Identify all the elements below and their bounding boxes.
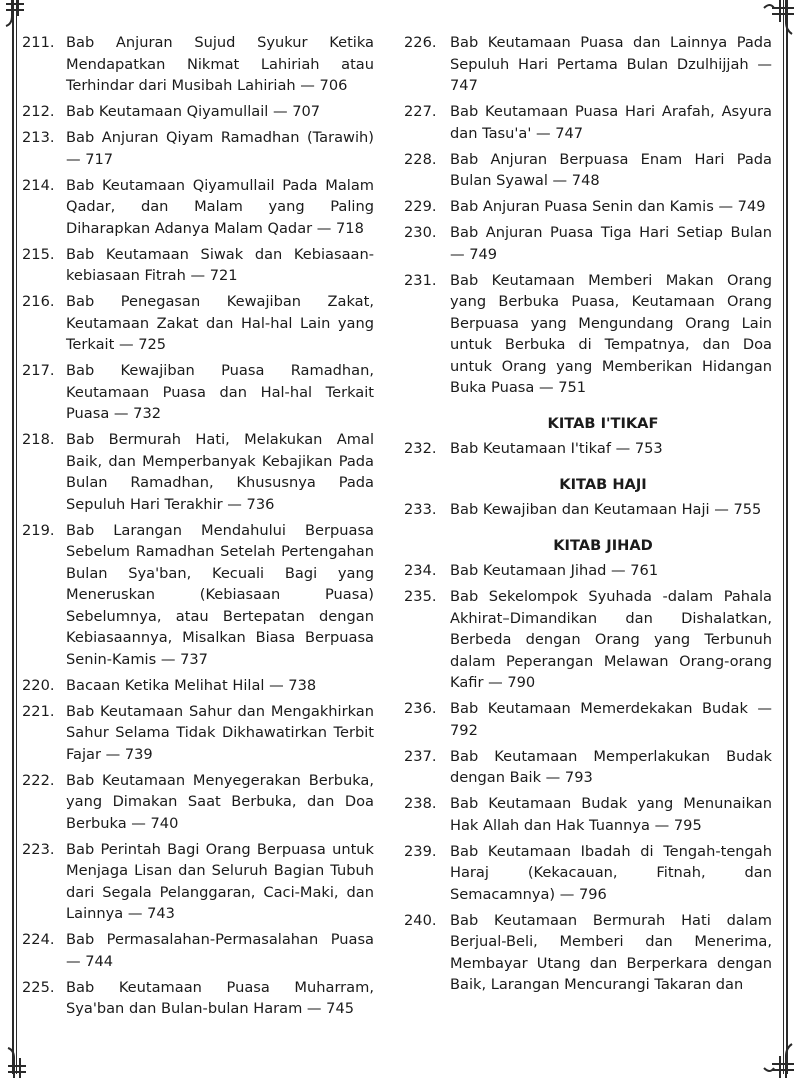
entry-title: Bab Keutamaan Bermurah Hati dalam Berjual-Beli, Memberi dan Menerima, Membayar Utang dan Berperkara dengan Baik, Larangan Mencurangi Takaran dan [450, 911, 772, 993]
entry-number: 216. [22, 293, 55, 310]
entry-number: 215. [22, 245, 55, 263]
entry-number: 239. [404, 842, 437, 860]
entry-title: Bab Kewajiban dan Keutamaan Haji — 755 [450, 501, 762, 518]
entry-number: 234. [404, 562, 437, 579]
entry-title: Bab Keutamaan Siwak dan Kebiasaan-kebiasaan Fitrah — 721 [66, 245, 374, 284]
entry-number: 213. [22, 129, 55, 146]
entry-number: 211. [22, 34, 55, 51]
section-heading: KITAB I'TIKAF [547, 414, 659, 432]
toc-entry [22, 291, 374, 356]
toc-entry [22, 32, 374, 97]
toc-entry [22, 244, 374, 287]
frame-border-right [786, 0, 788, 1074]
toc-entry [22, 929, 374, 972]
toc-entry [22, 175, 374, 240]
entry-number: 238. [404, 795, 437, 812]
entry-title: Bab Keutamaan Memberi Makan Orang yang Berbuka Puasa, Keutamaan Orang Berpuasa yang Mengundang Orang Lain untuk Berbuka di Tempatnya, dan Doa untuk Orang yang Memberikan Hidangan Buka Puasa — 751 [450, 271, 772, 396]
entry-title: Bab Keutamaan Ibadah di Tengah-tengah Haraj (Kekacauan, Fitnah, dan Semacamnya) — 796 [450, 842, 772, 903]
entry-number: 219. [22, 521, 55, 539]
entry-number: 225. [22, 978, 55, 996]
toc-entry [22, 977, 374, 1020]
toc-entry [404, 560, 772, 582]
entry-number: 214. [22, 176, 55, 194]
entry-title: Bab Kewajiban Puasa Ramadhan, Keutamaan Puasa dan Hal-hal Terkait Puasa — 732 [66, 362, 374, 422]
entry-title: Bab Anjuran Sujud Syukur Ketika Mendapatkan Nikmat Lahiriah atau Terhindar dari Musibah Lahiriah — 706 [66, 34, 374, 94]
toc-entry [22, 101, 374, 123]
toc-column-left [22, 32, 374, 1024]
entry-number: 230. [404, 224, 437, 241]
entry-number: 224. [22, 931, 55, 948]
toc-entry [22, 839, 374, 925]
entry-title: Bab Keutamaan Memperlakukan Budak dengan Baik — 793 [450, 747, 772, 786]
entry-title: Bab Anjuran Berpuasa Enam Hari Pada Bulan Syawal — 748 [450, 150, 772, 189]
entry-number: 212. [22, 103, 55, 120]
section-heading: KITAB HAJI [559, 475, 647, 493]
entry-title: Bab Keutamaan Qiyamullail Pada Malam Qadar, dan Malam yang Paling Diharapkan Adanya Malam Qadar — 718 [66, 176, 374, 237]
entry-number: 217. [22, 362, 55, 379]
toc-entry [404, 222, 772, 265]
entry-title: Bab Sekelompok Syuhada -dalam Pahala Akhirat–Dimandikan dan Dishalatkan, Berbeda dengan Orang yang Terbunuh dalam Peperangan Melawan Orang-orang Kafir — 790 [450, 588, 772, 691]
toc-entry [404, 270, 772, 399]
toc-entry [404, 438, 772, 460]
entry-title: Bab Keutamaan I'tikaf — 753 [450, 440, 663, 457]
entry-title: Bab Anjuran Puasa Tiga Hari Setiap Bulan — 749 [450, 224, 772, 263]
toc-entry [22, 770, 374, 835]
entry-number: 236. [404, 700, 437, 717]
entry-title: Bab Keutamaan Qiyamullail — 707 [66, 103, 321, 120]
toc-column-right [404, 32, 772, 1000]
frame-border-left [12, 0, 14, 1074]
entry-title: Bab Keutamaan Puasa Hari Arafah, Asyura dan Tasu'a' — 747 [450, 103, 772, 142]
entry-number: 218. [22, 431, 55, 448]
entry-number: 240. [404, 911, 437, 929]
frame-border-left-inner [16, 0, 17, 1074]
entry-title: Bab Keutamaan Puasa Muharram, Sya'ban dan Bulan-bulan Haram — 745 [66, 978, 374, 1017]
toc-entry [404, 586, 772, 694]
entry-number: 221. [22, 702, 55, 720]
entry-title: Bab Keutamaan Jihad — 761 [450, 562, 659, 579]
corner-knot-ornament-icon [0, 1034, 44, 1078]
entry-title: Bab Larangan Mendahului Berpuasa Sebelum Ramadhan Setelah Pertengahan Bulan Sya'ban, Kecuali Bagi yang Meneruskan (Kebiasaan Puasa) Sebelumnya, atau Bertepatan dengan Kebiasaannya, Misalkan Biasa Berpuasa Senin-Kamis — 737 [66, 521, 374, 668]
toc-entry [404, 910, 772, 996]
toc-entry [22, 360, 374, 425]
entry-title: Bacaan Ketika Melihat Hilal — 738 [66, 676, 317, 694]
entry-title: Bab Permasalahan-Permasalahan Puasa — 744 [66, 931, 374, 970]
toc-entry [404, 101, 772, 144]
entry-title: Bab Anjuran Puasa Senin dan Kamis — 749 [450, 198, 766, 215]
toc-entry [404, 32, 772, 97]
toc-entry [404, 793, 772, 836]
toc-entry [22, 127, 374, 170]
toc-entry [404, 841, 772, 906]
entry-number: 220. [22, 676, 55, 694]
entry-title: Bab Penegasan Kewajiban Zakat, Keutamaan Zakat dan Hal-hal Lain yang Terkait — 725 [66, 293, 374, 353]
entry-number: 232. [404, 440, 437, 457]
toc-entry [404, 698, 772, 741]
toc-entry [22, 429, 374, 515]
toc-entry [404, 196, 772, 218]
entry-number: 235. [404, 588, 437, 605]
entry-number: 223. [22, 840, 55, 858]
entry-number: 227. [404, 103, 437, 120]
entry-number: 226. [404, 34, 437, 51]
toc-entry [22, 675, 374, 697]
entry-title: Bab Keutamaan Memerdekakan Budak — 792 [450, 700, 772, 739]
entry-title: Bab Perintah Bagi Orang Berpuasa untuk Menjaga Lisan dan Seluruh Bagian Tubuh dari Segala Pelanggaran, Caci-Maki, dan Lainnya — 743 [66, 840, 374, 922]
entry-number: 231. [404, 271, 437, 289]
entry-title: Bab Keutamaan Sahur dan Mengakhirkan Sahur Selama Tidak Dikhawatirkan Terbit Fajar — 739 [66, 702, 374, 763]
entry-number: 237. [404, 747, 437, 765]
entry-title: Bab Bermurah Hati, Melakukan Amal Baik, dan Memperbanyak Kebajikan Pada Bulan Ramadhan, Khususnya Pada Sepuluh Hari Terakhir — 736 [66, 431, 374, 513]
entry-title: Bab Keutamaan Budak yang Menunaikan Hak Allah dan Hak Tuannya — 795 [450, 795, 772, 834]
toc-entry [404, 149, 772, 192]
corner-knot-ornament-icon [756, 1034, 800, 1078]
entry-number: 229. [404, 198, 437, 215]
section-heading: KITAB JIHAD [553, 536, 653, 554]
toc-entry [404, 746, 772, 789]
toc-entry [404, 499, 772, 521]
toc-entry [22, 701, 374, 766]
entry-number: 228. [404, 150, 437, 168]
entry-title: Bab Keutamaan Menyegerakan Berbuka, yang Dimakan Saat Berbuka, dan Doa Berbuka — 740 [66, 771, 374, 832]
entry-number: 233. [404, 501, 437, 518]
frame-border-right-inner [783, 0, 784, 1074]
entry-title: Bab Keutamaan Puasa dan Lainnya Pada Sepuluh Hari Pertama Bulan Dzulhijjah — 747 [450, 34, 772, 94]
toc-entry [22, 520, 374, 671]
entry-number: 222. [22, 771, 55, 789]
entry-title: Bab Anjuran Qiyam Ramadhan (Tarawih) — 717 [66, 129, 374, 168]
